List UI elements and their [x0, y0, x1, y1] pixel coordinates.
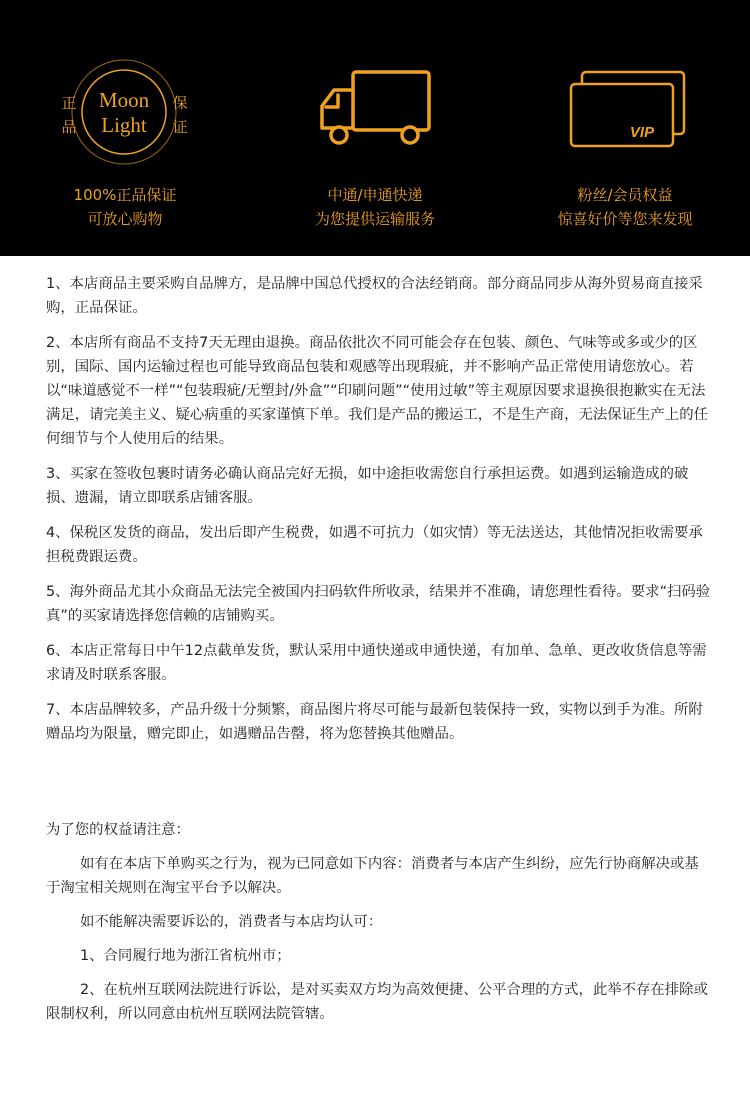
notice-paragraph: 2、在杭州互联网法院进行诉讼，是对买卖双方均为高效便捷、公平合理的方式，此举不存在排除或限制权利，所以同意由杭州互联网法院管辖。 — [46, 982, 708, 1022]
notice-paragraph: 1、合同履行地为浙江省杭州市； — [80, 948, 291, 964]
vip-card-icon — [500, 40, 750, 170]
policy-item: 7、本店品牌较多，产品升级十分频繁，商品图片将尽可能与最新包装保持一致，实物以到手为准。所附赠品均为限量，赠完即止，如遇赠品告罄，将为您替换其他赠品。 — [46, 702, 703, 742]
notice-paragraph: 如有在本店下单购买之行为，视为已同意如下内容：消费者与本店产生纠纷，应先行协商解决或基于淘宝相关规则在淘宝平台予以解决。 — [46, 856, 699, 896]
policy-item: 2、本店所有商品不支持7天无理由退换。商品依批次不同可能会存在包装、颜色、气味等或多或少的区别，国际、国内运输过程也可能导致商品包装和观感等出现瑕疵，并不影响产品正常使用请您放心。若以“味道感觉不一样”“包装瑕疵/无塑封/外盒”“印刷问题”“使用过敏”等主观原因要求退换很抱歉实在无法满足，请完美主义、疑心病重的买家谨慎下单。我们是产品的搬运工，不是生产商，无法保证生产上的任何细节与个人使用后的结果。 — [46, 335, 708, 447]
feature-membership-subtitle: 惊喜好价等您来发现 — [557, 210, 693, 228]
feature-authentic-subtitle: 可放心购物 — [87, 210, 163, 228]
policy-item: 1、本店商品主要采购自品牌方，是品牌中国总代授权的合法经销商。部分商品同步从海外贸易商直接采购，正品保证。 — [46, 276, 703, 316]
feature-authentic — [0, 0, 250, 256]
policy-item: 6、本店正常每日中午12点截单发货，默认采用中通快递或申通快递，有加单、急单、更改收货信息等需求请及时联系客服。 — [46, 643, 707, 683]
seal-brand-bottom: Light — [101, 113, 147, 137]
feature-membership-title: 粉丝/会员权益 — [577, 186, 673, 204]
notice-paragraph: 如不能解决需要诉讼的，消费者与本店均认可： — [80, 914, 383, 930]
policy-item: 5、海外商品尤其小众商品无法完全被国内扫码软件所收录，结果并不准确，请您理性看待。要求“扫码验真”的买家请选择您信赖的店铺购买。 — [46, 584, 711, 624]
feature-authentic-title: 100%正品保证 — [73, 186, 177, 204]
feature-shipping-title: 中通/申通快递 — [327, 186, 423, 204]
feature-shipping — [250, 0, 500, 256]
seal-left-bottom: 品 — [61, 118, 77, 136]
moon-light-seal-icon — [0, 40, 250, 170]
store-policy-list — [46, 272, 711, 757]
vip-card-label: VIP — [629, 124, 655, 141]
feature-banner — [0, 0, 750, 256]
seal-left-top: 正 — [61, 94, 77, 112]
feature-shipping-subtitle: 为您提供运输服务 — [314, 210, 435, 228]
seal-right-bottom: 证 — [172, 118, 188, 136]
policy-item: 4、保税区发货的商品，发出后即产生税费，如遇不可抗力（如灾情）等无法送达，其他情况拒收需要承担税费跟运费。 — [46, 525, 703, 565]
feature-membership — [500, 0, 750, 256]
delivery-truck-icon — [250, 40, 500, 170]
policy-item: 3、买家在签收包裹时请务必确认商品完好无损，如中途拒收需您自行承担运费。如遇到运输造成的破损、遗漏，请立即联系店铺客服。 — [46, 466, 689, 506]
seal-brand-top: Moon — [98, 88, 150, 112]
notice-heading: 为了您的权益请注意： — [46, 822, 190, 838]
seal-right-top: 保 — [172, 94, 188, 112]
legal-notice — [46, 818, 711, 1036]
